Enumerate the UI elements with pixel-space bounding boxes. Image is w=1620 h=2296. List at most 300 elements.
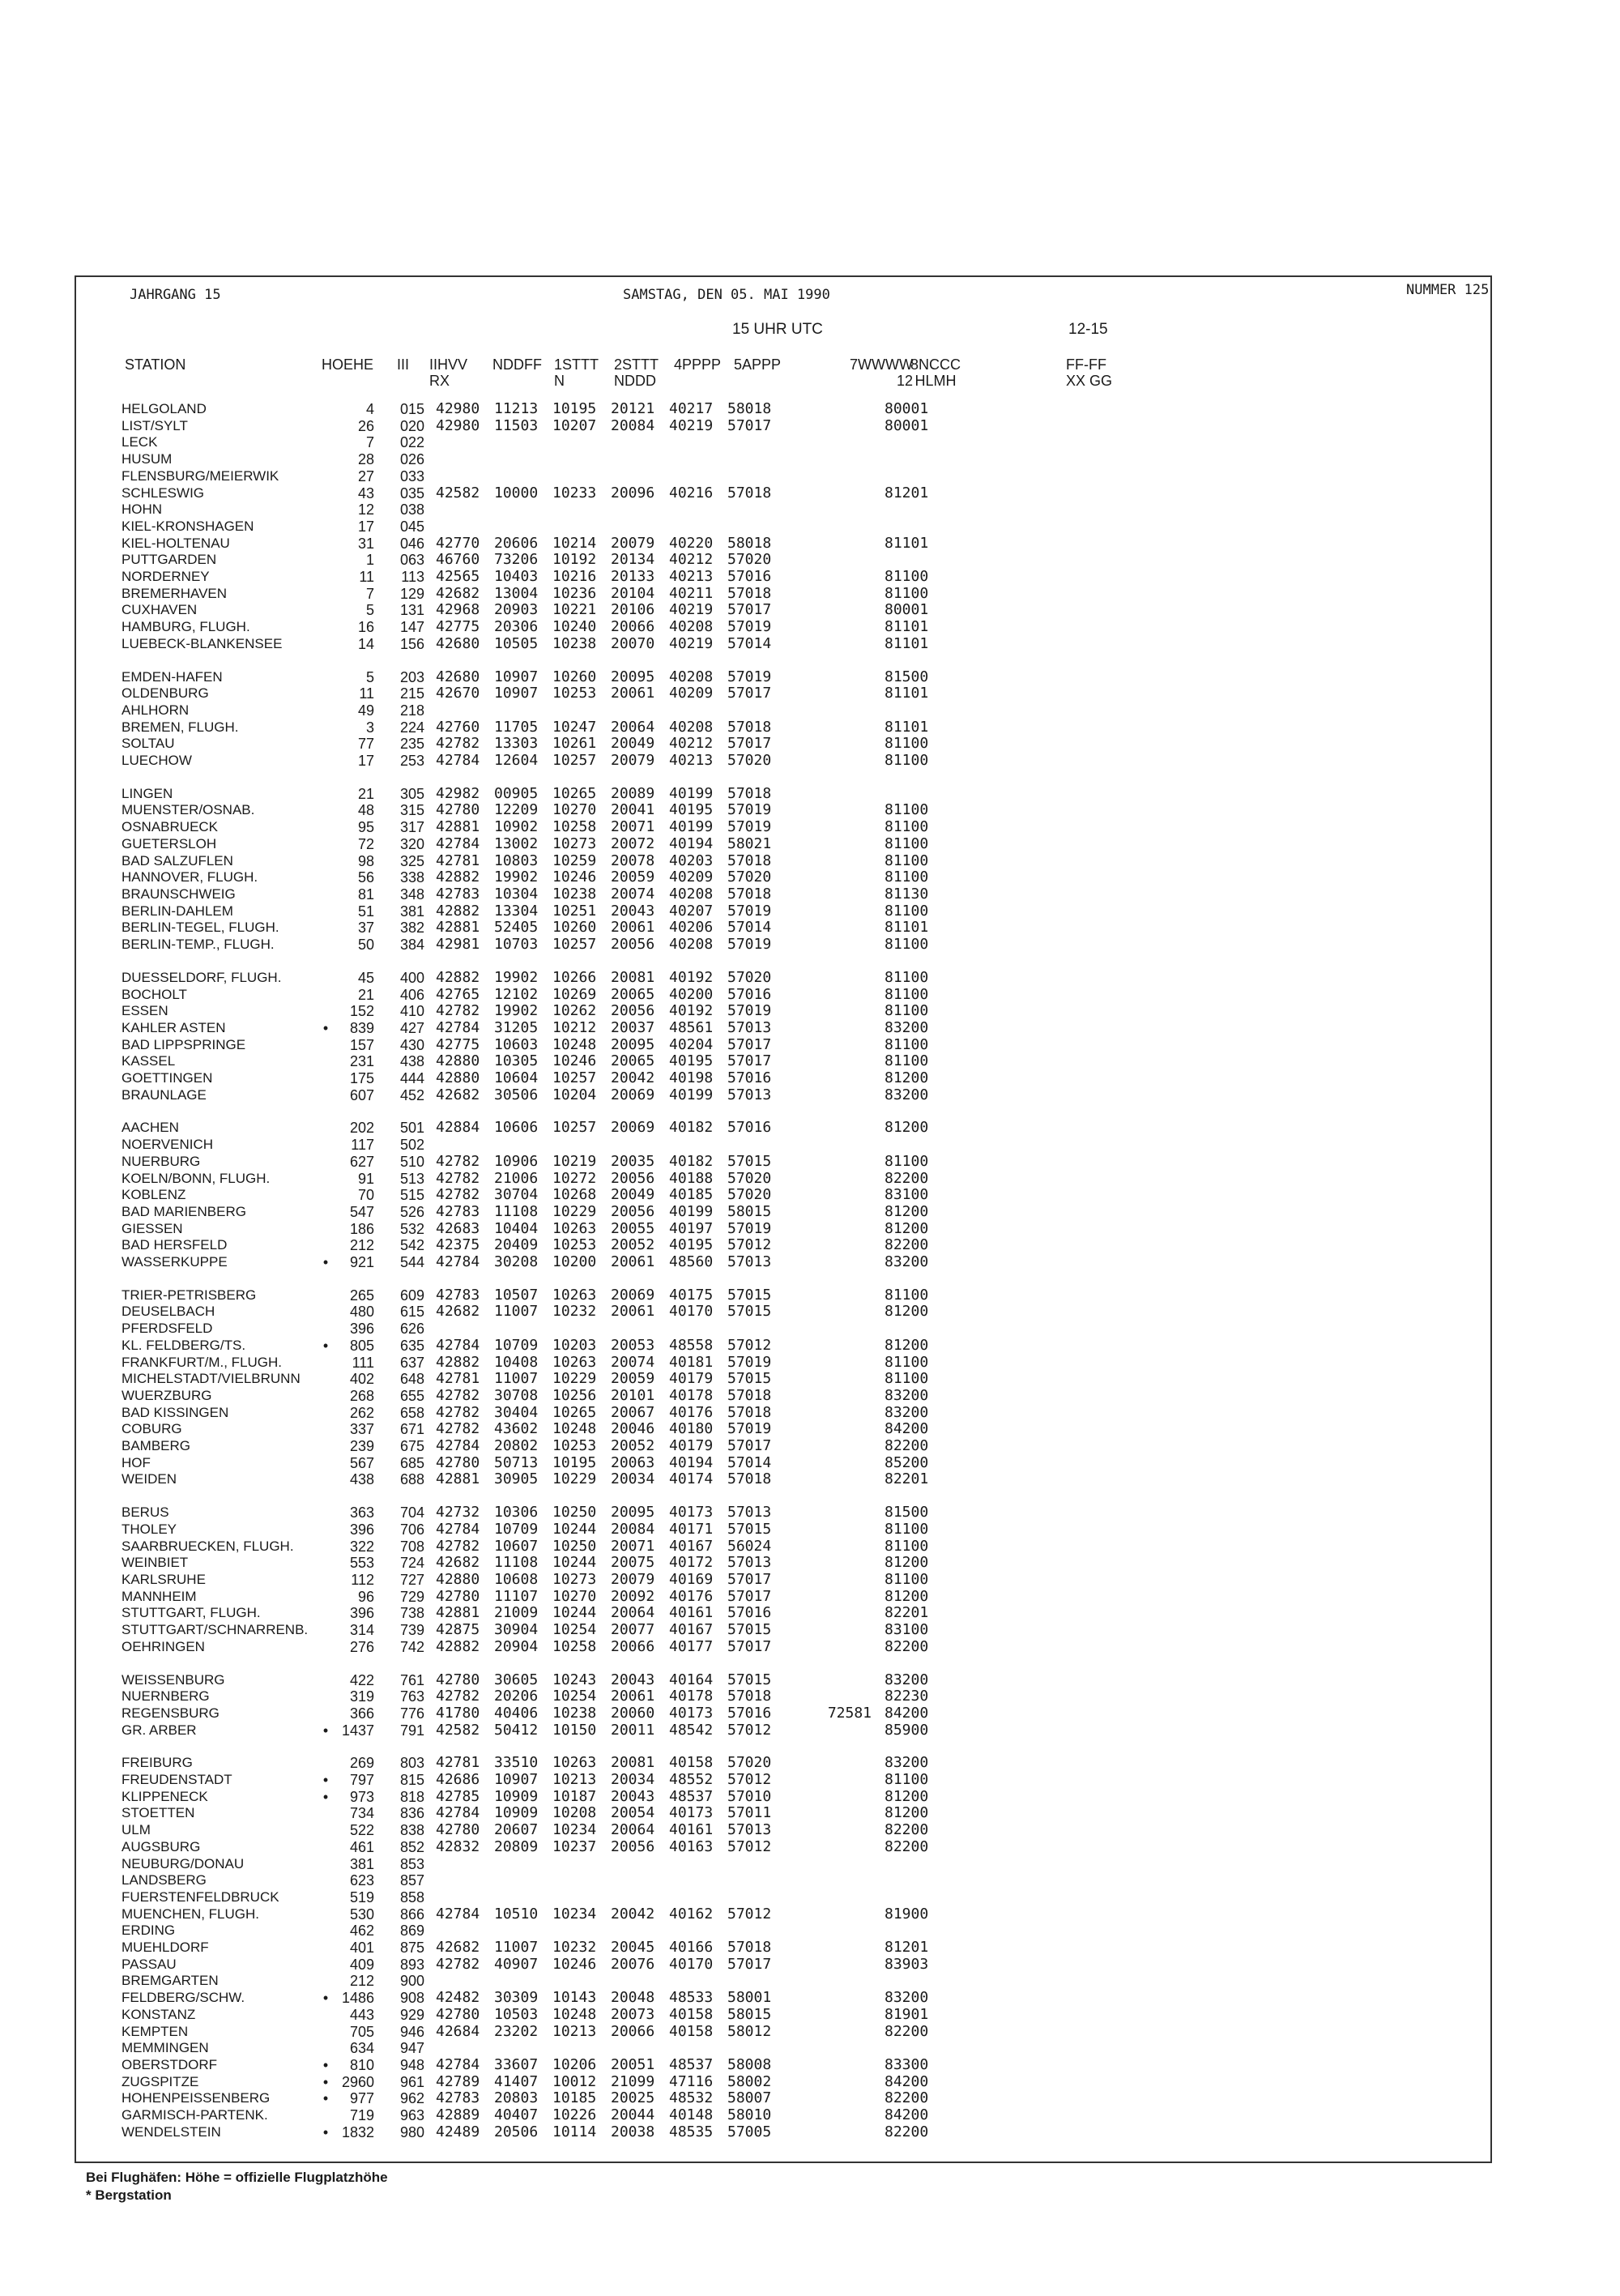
station-row <box>122 1772 957 1789</box>
weather-group <box>774 1237 872 1254</box>
station-name: ULM <box>122 1822 151 1838</box>
synop-group: 33607 <box>494 2055 539 2073</box>
station-name: MUENCHEN, FLUGH. <box>122 1906 260 1922</box>
station-height: 1486 <box>341 1990 374 2007</box>
cloud-group: 83200 <box>885 1403 929 1421</box>
station-id: 836 <box>399 1805 424 1822</box>
station-height: 319 <box>349 1688 374 1705</box>
group-spacer <box>122 653 957 669</box>
synop-group: 20049 <box>611 1186 655 1204</box>
synop-group: 20095 <box>611 1035 655 1053</box>
station-height: 1437 <box>341 1722 374 1739</box>
station-height: 31 <box>357 535 374 552</box>
synop-group <box>424 1137 483 1154</box>
synop-group: 48552 <box>669 1771 714 1789</box>
station-name: HAMBURG, FLUGH. <box>122 619 250 635</box>
synop-group: 10219 <box>552 1152 597 1170</box>
synop-group: 42782 <box>436 1403 480 1421</box>
col-c3-top: 1STTT <box>554 356 599 373</box>
synop-group: 10257 <box>552 752 597 770</box>
synop-group <box>716 1137 774 1154</box>
synop-group: 40188 <box>669 1169 714 1187</box>
station-row <box>122 1589 957 1606</box>
synop-group: 20049 <box>611 735 655 753</box>
cloud-group <box>872 468 957 485</box>
station-height: 973 <box>349 1788 374 1805</box>
station-row <box>122 1087 957 1104</box>
station-height: 3 <box>365 719 374 736</box>
station-name: LUECHOW <box>122 753 192 769</box>
synop-group <box>599 1137 658 1154</box>
weather-group <box>774 1154 872 1171</box>
station-row <box>122 1371 957 1388</box>
weather-group <box>774 1940 872 1957</box>
station-id: 857 <box>399 1872 424 1889</box>
cloud-group: 84200 <box>885 2072 929 2090</box>
synop-group: 40167 <box>669 1537 714 1555</box>
synop-group: 10268 <box>552 1186 597 1204</box>
station-name: BOCHOLT <box>122 986 187 1002</box>
station-height: 519 <box>349 1888 374 1906</box>
station-name: DUESSELDORF, FLUGH. <box>122 969 282 985</box>
synop-group: 20046 <box>611 1420 655 1438</box>
station-row <box>122 418 957 435</box>
synop-group: 10306 <box>494 1504 539 1521</box>
synop-group: 57017 <box>727 601 772 619</box>
synop-group: 11007 <box>494 1939 539 1957</box>
synop-group <box>658 1889 716 1906</box>
synop-group <box>541 501 599 519</box>
spacer-cell <box>122 1103 957 1120</box>
synop-group: 42968 <box>436 601 480 619</box>
col-c8-bottom: HLMH <box>914 373 957 389</box>
weather-group <box>774 619 872 636</box>
synop-group: 40166 <box>669 1939 714 1957</box>
synop-group: 42684 <box>436 2022 480 2040</box>
cloud-group: 81201 <box>885 484 929 501</box>
station-id: 946 <box>399 2023 424 2040</box>
station-name: AACHEN <box>122 1120 179 1136</box>
station-height: 262 <box>349 1404 374 1421</box>
station-row <box>122 1287 957 1304</box>
station-row <box>122 1171 957 1188</box>
synop-group: 42784 <box>436 1520 480 1538</box>
time-label: 15 UHR UTC <box>732 321 823 338</box>
synop-group: 40178 <box>669 1386 714 1404</box>
synop-group: 42880 <box>436 1571 480 1588</box>
station-row <box>122 1605 957 1622</box>
station-row <box>122 1856 957 1873</box>
station-height: 96 <box>357 1588 374 1605</box>
synop-group: 30605 <box>494 1671 539 1688</box>
station-name: NEUBURG/DONAU <box>122 1855 245 1871</box>
station-row <box>122 468 957 485</box>
synop-group: 10229 <box>552 1202 597 1220</box>
synop-group: 10709 <box>494 1520 539 1538</box>
synop-group: 40220 <box>669 534 714 552</box>
synop-group: 42782 <box>436 1955 480 1973</box>
mountain-marker <box>316 669 335 686</box>
synop-group: 40407 <box>494 2106 539 2124</box>
synop-group: 42775 <box>436 1035 480 1053</box>
station-name: STUTTGART/SCHNARRENB. <box>122 1622 309 1638</box>
synop-group: 57019 <box>727 818 772 836</box>
station-height: 269 <box>349 1755 374 1772</box>
station-name: MANNHEIM <box>122 1588 197 1604</box>
station-id: 609 <box>399 1287 424 1304</box>
station-id: 384 <box>399 937 424 954</box>
mountain-marker <box>316 1087 335 1104</box>
station-id: 685 <box>399 1454 424 1471</box>
synop-group: 42882 <box>436 902 480 920</box>
station-height: 28 <box>357 451 374 468</box>
synop-group: 57017 <box>727 1587 772 1605</box>
synop-group: 42783 <box>436 1286 480 1304</box>
synop-group: 57016 <box>727 1069 772 1087</box>
station-row <box>122 1438 957 1455</box>
synop-group <box>599 468 658 485</box>
station-height: 337 <box>349 1421 374 1438</box>
station-name: STOETTEN <box>122 1805 195 1821</box>
mountain-marker <box>316 1003 335 1020</box>
station-name: FREUDENSTADT <box>122 1772 232 1788</box>
synop-group: 41407 <box>494 2072 539 2090</box>
weather-group <box>774 1973 872 1990</box>
synop-group <box>599 1856 658 1873</box>
synop-group: 42782 <box>436 1386 480 1404</box>
station-name: SOLTAU <box>122 736 175 752</box>
station-height: 95 <box>357 819 374 836</box>
weather-group <box>774 1137 872 1154</box>
synop-group: 57017 <box>727 416 772 434</box>
weather-group <box>774 2124 872 2141</box>
synop-group: 11007 <box>494 1303 539 1321</box>
station-row <box>122 736 957 753</box>
cloud-group <box>872 786 957 803</box>
synop-group <box>599 519 658 536</box>
synop-group: 10273 <box>552 834 597 852</box>
station-id: 739 <box>399 1622 424 1639</box>
synop-group: 57019 <box>727 618 772 636</box>
mountain-marker <box>316 886 335 903</box>
synop-group: 42889 <box>436 2106 480 2124</box>
synop-group: 10258 <box>552 1637 597 1655</box>
station-id: 022 <box>399 434 424 451</box>
station-height: 37 <box>357 920 374 937</box>
synop-group: 10258 <box>552 818 597 836</box>
synop-group: 10603 <box>494 1035 539 1053</box>
station-id: 427 <box>399 1019 424 1036</box>
weather-group <box>774 2090 872 2107</box>
synop-group: 10505 <box>494 634 539 652</box>
cloud-group <box>872 1889 957 1906</box>
synop-group: 20041 <box>611 801 655 819</box>
station-name: NORDERNEY <box>122 569 210 585</box>
synop-group: 30904 <box>494 1621 539 1639</box>
synop-group: 40195 <box>669 1052 714 1070</box>
volume-label: JAHRGANG 15 <box>130 287 221 303</box>
station-height: 7 <box>365 434 374 451</box>
synop-group: 10263 <box>552 1353 597 1371</box>
synop-group: 11007 <box>494 1370 539 1388</box>
weather-group <box>774 1421 872 1438</box>
synop-group: 42882 <box>436 868 480 886</box>
mountain-marker: • <box>322 1019 329 1036</box>
synop-group: 10229 <box>552 1370 597 1388</box>
cloud-group: 85200 <box>885 1453 929 1471</box>
synop-group: 42780 <box>436 1671 480 1688</box>
station-row <box>122 2040 957 2057</box>
synop-group <box>599 501 658 519</box>
weather-group <box>774 669 872 686</box>
synop-group <box>541 1973 599 1990</box>
cloud-group: 81100 <box>885 902 929 920</box>
synop-group: 40212 <box>669 735 714 753</box>
weather-group <box>774 970 872 987</box>
synop-group: 58010 <box>727 2106 772 2124</box>
weather-group <box>774 536 872 553</box>
synop-group: 42783 <box>436 885 480 903</box>
station-name: HOHENPEISSENBERG <box>122 2090 271 2106</box>
weather-group <box>774 1221 872 1238</box>
station-name: FLENSBURG/MEIERWIK <box>122 467 279 484</box>
station-name: ZUGSPITZE <box>122 2073 199 2089</box>
cloud-group: 82200 <box>885 1169 929 1187</box>
synop-group: 20064 <box>611 718 655 736</box>
synop-group: 20072 <box>611 834 655 852</box>
station-id: 675 <box>399 1438 424 1455</box>
synop-group: 10906 <box>494 1152 539 1170</box>
station-id: 853 <box>399 1855 424 1872</box>
cloud-group <box>872 519 957 536</box>
synop-group: 20078 <box>611 851 655 869</box>
station-height: 1832 <box>341 2123 374 2140</box>
station-row <box>122 1755 957 1772</box>
synop-group: 40199 <box>669 1202 714 1220</box>
synop-group <box>599 451 658 468</box>
station-id: 635 <box>399 1337 424 1354</box>
synop-group: 12209 <box>494 801 539 819</box>
station-height: 4 <box>365 401 374 417</box>
weather-group <box>774 736 872 753</box>
cloud-group: 82200 <box>885 2022 929 2040</box>
synop-group: 10244 <box>552 1554 597 1572</box>
station-row <box>122 2107 957 2124</box>
synop-group: 20061 <box>611 1253 655 1271</box>
cloud-group <box>872 1856 957 1873</box>
station-row <box>122 1672 957 1689</box>
station-id: 015 <box>399 401 424 417</box>
station-name: OEHRINGEN <box>122 1638 205 1654</box>
col-c4-top: 2STTT <box>614 356 659 373</box>
station-height: 27 <box>357 467 374 484</box>
weather-group <box>774 1538 872 1556</box>
synop-group: 10221 <box>552 601 597 619</box>
synop-group: 57020 <box>727 752 772 770</box>
weather-group <box>774 1990 872 2007</box>
cloud-group <box>872 702 957 719</box>
spacer-cell <box>122 653 957 669</box>
synop-group: 10265 <box>552 1403 597 1421</box>
weather-group <box>774 1304 872 1321</box>
weather-group <box>774 1572 872 1589</box>
station-id: 858 <box>399 1888 424 1906</box>
station-id: 776 <box>399 1705 424 1722</box>
synop-group: 58015 <box>727 1202 772 1220</box>
cloud-group: 81100 <box>885 1002 929 1020</box>
synop-group: 57019 <box>727 801 772 819</box>
synop-group: 57017 <box>727 1955 772 1973</box>
cloud-group: 81100 <box>885 1537 929 1555</box>
synop-group: 20074 <box>611 1353 655 1371</box>
cloud-group: 81101 <box>885 534 929 552</box>
synop-group: 42686 <box>436 1771 480 1789</box>
synop-group: 57018 <box>727 885 772 903</box>
station-name: FRANKFURT/M., FLUGH. <box>122 1354 283 1370</box>
mountain-marker: • <box>322 1722 329 1739</box>
station-name: WENDELSTEIN <box>122 2123 221 2140</box>
synop-group: 10213 <box>552 1771 597 1789</box>
synop-group: 11503 <box>494 416 539 434</box>
weather-group <box>774 2040 872 2057</box>
col-c8 <box>910 356 961 389</box>
station-name: BERUS <box>122 1504 169 1521</box>
synop-group: 46760 <box>436 551 480 569</box>
station-name: GIESSEN <box>122 1220 183 1236</box>
station-row <box>122 1504 957 1521</box>
weather-group <box>774 1822 872 1839</box>
synop-group: 42784 <box>436 1018 480 1036</box>
weather-group <box>774 1688 872 1705</box>
col-c5: 4PPPP <box>674 356 722 373</box>
synop-group: 20064 <box>611 1604 655 1622</box>
synop-group: 10244 <box>552 1604 597 1622</box>
station-row <box>122 1137 957 1154</box>
station-row <box>122 1053 957 1070</box>
weather-group <box>774 1455 872 1472</box>
synop-group: 42784 <box>436 1804 480 1822</box>
synop-group: 42982 <box>436 784 480 802</box>
synop-group: 10250 <box>552 1504 597 1521</box>
station-row <box>122 1221 957 1238</box>
station-row <box>122 1471 957 1488</box>
mountain-marker <box>316 1053 335 1070</box>
station-height: 77 <box>357 736 374 753</box>
cloud-group <box>872 451 957 468</box>
synop-group <box>483 451 541 468</box>
synop-group <box>716 1889 774 1906</box>
station-row <box>122 1822 957 1839</box>
synop-group: 20104 <box>611 584 655 602</box>
station-row <box>122 536 957 553</box>
synop-group: 40208 <box>669 718 714 736</box>
cloud-group: 81100 <box>885 1286 929 1304</box>
weather-group <box>774 468 872 485</box>
station-row <box>122 1705 957 1722</box>
synop-group <box>424 1973 483 1990</box>
synop-group <box>483 1137 541 1154</box>
synop-group: 57014 <box>727 634 772 652</box>
cloud-group: 81200 <box>885 1587 929 1605</box>
mountain-marker <box>316 2024 335 2041</box>
weather-group <box>774 451 872 468</box>
weather-group <box>774 802 872 819</box>
station-row <box>122 970 957 987</box>
station-id: 724 <box>399 1555 424 1572</box>
station-name: MICHELSTADT/VIELBRUNN <box>122 1371 301 1387</box>
weather-group <box>774 1471 872 1488</box>
synop-group: 10213 <box>552 2022 597 2040</box>
cloud-group: 81201 <box>885 1939 929 1957</box>
synop-group <box>599 1321 658 1338</box>
station-height: 634 <box>349 2040 374 2057</box>
synop-group: 40204 <box>669 1035 714 1053</box>
synop-group: 42880 <box>436 1052 480 1070</box>
weather-group <box>774 987 872 1004</box>
station-height: 112 <box>351 1572 374 1588</box>
station-id: 637 <box>399 1354 424 1371</box>
station-id: 129 <box>399 585 424 602</box>
synop-group: 20042 <box>611 1905 655 1923</box>
station-name: BAMBERG <box>122 1438 191 1454</box>
synop-group: 58008 <box>727 2055 772 2073</box>
synop-group: 20056 <box>611 1202 655 1220</box>
synop-group: 40199 <box>669 818 714 836</box>
synop-group: 20053 <box>611 1336 655 1354</box>
station-row <box>122 886 957 903</box>
station-name: OSNABRUECK <box>122 819 219 835</box>
weather-group <box>774 886 872 903</box>
cloud-group: 81100 <box>885 801 929 819</box>
synop-group: 42784 <box>436 752 480 770</box>
synop-group <box>599 434 658 451</box>
mountain-marker <box>316 418 335 435</box>
station-row <box>122 519 957 536</box>
synop-group: 40213 <box>669 752 714 770</box>
synop-group: 10143 <box>552 1989 597 2007</box>
station-height: 5 <box>365 602 374 619</box>
mountain-marker: • <box>322 1337 329 1354</box>
mountain-marker <box>316 2007 335 2024</box>
station-row <box>122 569 957 586</box>
cloud-group: 83200 <box>885 1989 929 2007</box>
synop-group: 20095 <box>611 1504 655 1521</box>
cloud-group: 81200 <box>885 1804 929 1822</box>
synop-group: 20065 <box>611 1052 655 1070</box>
cloud-group <box>872 501 957 519</box>
station-row <box>122 802 957 819</box>
mountain-marker <box>316 685 335 702</box>
station-id: 203 <box>399 668 424 685</box>
station-name: LANDSBERG <box>122 1872 207 1888</box>
synop-group: 40161 <box>669 1604 714 1622</box>
weather-group <box>774 1355 872 1372</box>
synop-group <box>716 468 774 485</box>
station-row <box>122 1957 957 1974</box>
station-id: 406 <box>399 986 424 1003</box>
station-row <box>122 1889 957 1906</box>
synop-group: 57013 <box>727 1018 772 1036</box>
mountain-marker: • <box>322 1788 329 1805</box>
station-name: GUETERSLOH <box>122 835 217 851</box>
station-row <box>122 602 957 619</box>
synop-group: 20056 <box>611 936 655 954</box>
station-name: SAARBRUECKEN, FLUGH. <box>122 1538 294 1554</box>
synop-group: 42782 <box>436 1688 480 1705</box>
synop-group: 40208 <box>669 885 714 903</box>
weather-group <box>774 1187 872 1204</box>
station-id: 791 <box>399 1722 424 1739</box>
